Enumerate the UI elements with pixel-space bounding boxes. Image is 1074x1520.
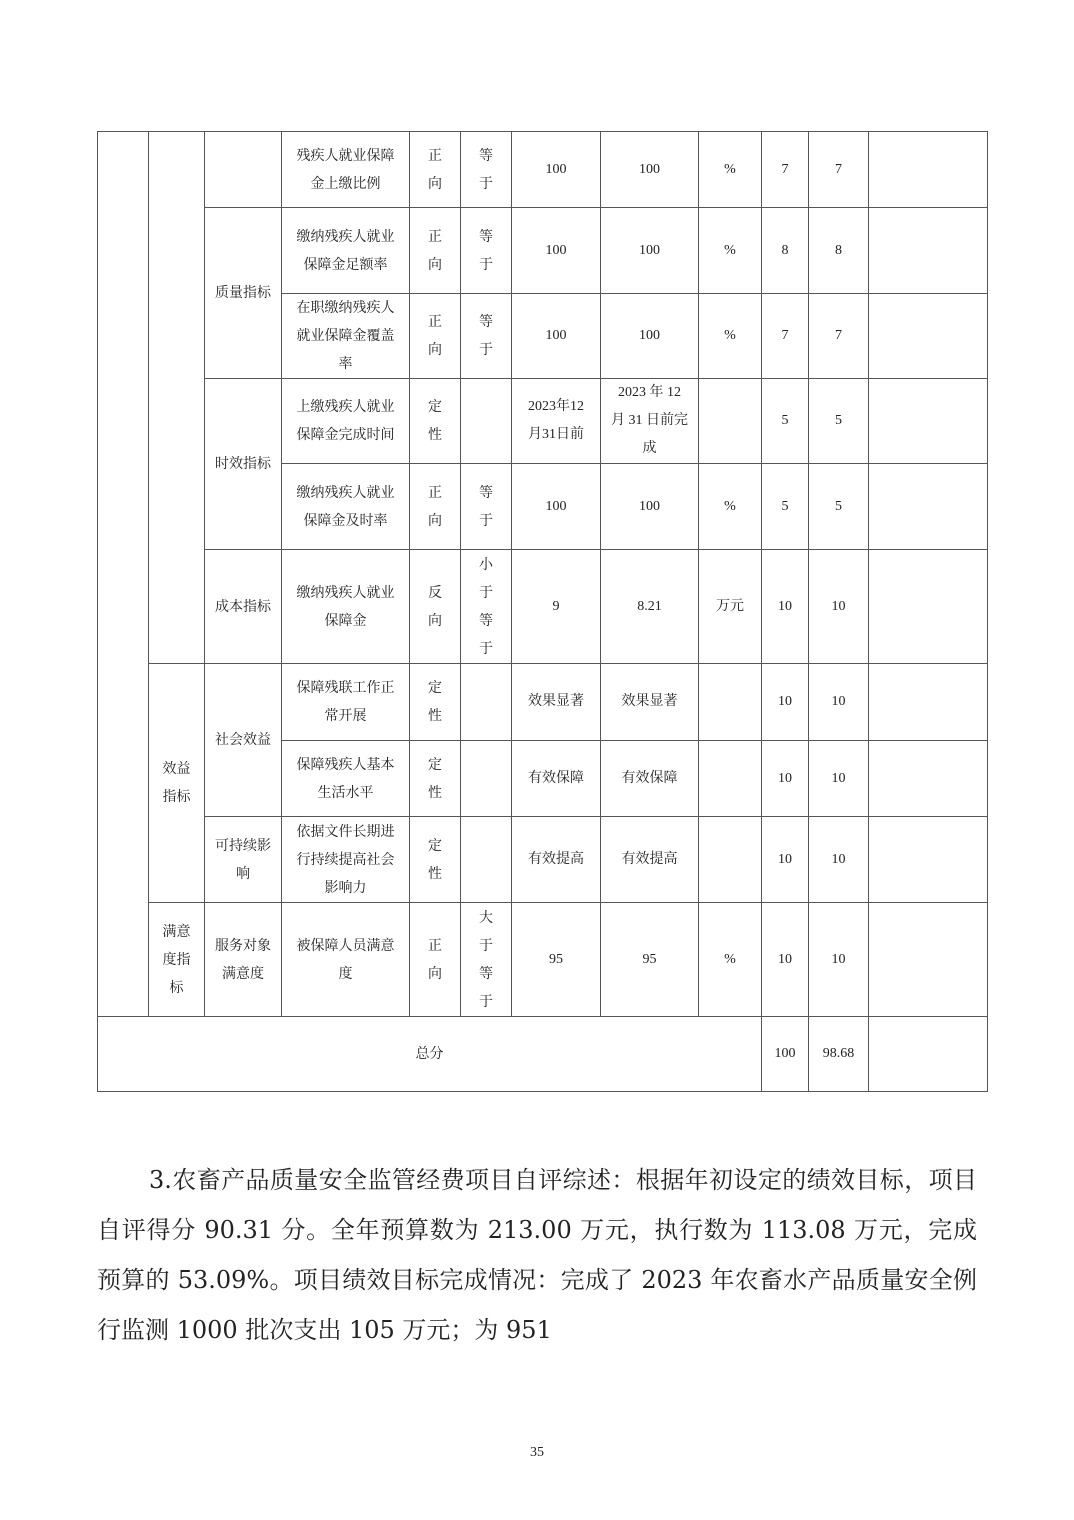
cell-indicator: 缴纳残疾人就业保障金足额率: [282, 208, 410, 294]
cell-indicator: 缴纳残疾人就业保障金: [282, 550, 410, 664]
table-row: [98, 817, 988, 903]
cell-direction: 正向: [410, 294, 461, 379]
cell-remark: [869, 817, 988, 903]
cell-operator: [461, 664, 512, 741]
cell-weight: 10: [762, 817, 809, 903]
cell-operator: 小于等于: [461, 550, 512, 664]
cell-remark: [869, 294, 988, 379]
cell-direction: 正向: [410, 132, 461, 208]
cell-unit: 万元: [699, 550, 762, 664]
body-paragraph: 3.农畜产品质量安全监管经费项目自评综述：根据年初设定的绩效目标，项目自评得分 90.31 分。全年预算数为 213.00 万元，执行数为 113.08 万元，完成预算的 53.09%。项目绩效目标完成情况：完成了 2023 年农畜水产品质量安全例行监测 1000 批次支出 105 万元；为 951: [97, 1166, 977, 1344]
cell-score: 10: [809, 817, 869, 903]
cell-score: 7: [809, 132, 869, 208]
level2-sustainable: 可持续影响: [205, 817, 282, 903]
cell-target: 100: [512, 294, 601, 379]
cell-direction: 正向: [410, 903, 461, 1017]
level1-benefit: 效益指标: [149, 664, 205, 903]
cell-unit: [699, 741, 762, 817]
cell-remark: [869, 132, 988, 208]
cell-score: 5: [809, 464, 869, 550]
cell-weight: 7: [762, 294, 809, 379]
cell-weight: 10: [762, 664, 809, 741]
level2-service: 服务对象满意度: [205, 903, 282, 1017]
cell-indicator: 残疾人就业保障金上缴比例: [282, 132, 410, 208]
cell-target: 有效保障: [512, 741, 601, 817]
cell-weight: 10: [762, 903, 809, 1017]
cell-unit: %: [699, 903, 762, 1017]
level2-timeliness: 时效指标: [205, 379, 282, 550]
cell-indicator: 被保障人员满意度: [282, 903, 410, 1017]
cell-indicator: 缴纳残疾人就业保障金及时率: [282, 464, 410, 550]
table-row: [98, 550, 988, 664]
table-row: [98, 132, 988, 208]
cell-direction: 正向: [410, 208, 461, 294]
table-row: [98, 379, 988, 464]
total-score: 98.68: [809, 1017, 869, 1092]
cell-actual: 2023 年 12 月 31 日前完成: [601, 379, 699, 464]
cell-remark: [869, 741, 988, 817]
cell-indicator: 保障残疾人基本生活水平: [282, 741, 410, 817]
cell-weight: 10: [762, 741, 809, 817]
cell-target: 100: [512, 208, 601, 294]
level0-cell: [98, 132, 149, 1017]
cell-unit: %: [699, 208, 762, 294]
cell-score: 7: [809, 294, 869, 379]
cell-actual: 100: [601, 208, 699, 294]
cell-target: 100: [512, 132, 601, 208]
level2-quality: 质量指标: [205, 208, 282, 379]
cell-operator: 等于: [461, 464, 512, 550]
total-label: 总分: [98, 1017, 762, 1092]
level2-social: 社会效益: [205, 664, 282, 817]
level2-empty-cell: [205, 132, 282, 208]
cell-score: 5: [809, 379, 869, 464]
cell-unit: %: [699, 132, 762, 208]
cell-operator: [461, 741, 512, 817]
cell-remark: [869, 664, 988, 741]
cell-operator: 等于: [461, 208, 512, 294]
cell-indicator: 在职缴纳残疾人就业保障金覆盖率: [282, 294, 410, 379]
cell-direction: 定性: [410, 741, 461, 817]
cell-operator: [461, 379, 512, 464]
cell-indicator: 保障残联工作正常开展: [282, 664, 410, 741]
cell-actual: 100: [601, 464, 699, 550]
cell-target: 有效提高: [512, 817, 601, 903]
cell-unit: [699, 817, 762, 903]
cell-weight: 10: [762, 550, 809, 664]
cell-direction: 反向: [410, 550, 461, 664]
cell-remark: [869, 208, 988, 294]
cell-unit: [699, 379, 762, 464]
cell-weight: 8: [762, 208, 809, 294]
cell-operator: 等于: [461, 294, 512, 379]
cell-unit: %: [699, 294, 762, 379]
cell-score: 10: [809, 741, 869, 817]
cell-unit: %: [699, 464, 762, 550]
cell-weight: 5: [762, 379, 809, 464]
cell-direction: 定性: [410, 817, 461, 903]
cell-operator: 大于等于: [461, 903, 512, 1017]
cell-target: 效果显著: [512, 664, 601, 741]
cell-remark: [869, 550, 988, 664]
cell-weight: 5: [762, 464, 809, 550]
cell-score: 10: [809, 664, 869, 741]
cell-target: 100: [512, 464, 601, 550]
cell-indicator: 上缴残疾人就业保障金完成时间: [282, 379, 410, 464]
table-row: [98, 664, 988, 741]
table-row: [98, 903, 988, 1017]
cell-actual: 100: [601, 294, 699, 379]
cell-weight: 7: [762, 132, 809, 208]
cell-remark: [869, 903, 988, 1017]
total-weight: 100: [762, 1017, 809, 1092]
cell-direction: 正向: [410, 464, 461, 550]
cell-target: 9: [512, 550, 601, 664]
cell-indicator: 依据文件长期进行持续提高社会影响力: [282, 817, 410, 903]
cell-operator: [461, 817, 512, 903]
cell-score: 8: [809, 208, 869, 294]
cell-actual: 效果显著: [601, 664, 699, 741]
page-number: 35: [530, 1445, 544, 1460]
performance-indicator-table: [97, 131, 988, 1092]
cell-score: 10: [809, 550, 869, 664]
cell-unit: [699, 664, 762, 741]
cell-direction: 定性: [410, 664, 461, 741]
cell-operator: 等于: [461, 132, 512, 208]
cell-actual: 有效提高: [601, 817, 699, 903]
cell-remark: [869, 379, 988, 464]
cell-actual: 8.21: [601, 550, 699, 664]
total-row: [98, 1017, 988, 1092]
cell-actual: 100: [601, 132, 699, 208]
level1-continued-cell: [149, 132, 205, 664]
cell-remark: [869, 464, 988, 550]
cell-actual: 95: [601, 903, 699, 1017]
total-remark: [869, 1017, 988, 1092]
cell-actual: 有效保障: [601, 741, 699, 817]
cell-direction: 定性: [410, 379, 461, 464]
level2-cost: 成本指标: [205, 550, 282, 664]
cell-target: 95: [512, 903, 601, 1017]
table-row: [98, 208, 988, 294]
cell-target: 2023年12月31日前: [512, 379, 601, 464]
cell-score: 10: [809, 903, 869, 1017]
level1-satisfaction: 满意度指标: [149, 903, 205, 1017]
